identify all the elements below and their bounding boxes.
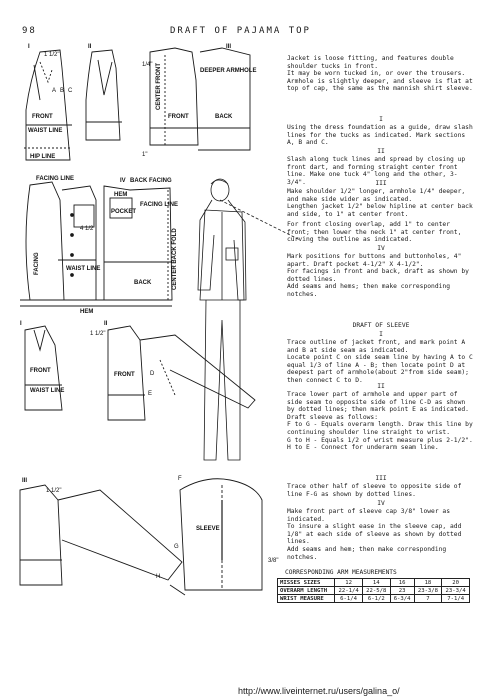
sleeve-step-3-text: Trace other half of sleeve to opposite side of line F-G as shown by dotted lines. (287, 483, 466, 498)
table-cell: OVERARM LENGTH (278, 587, 335, 595)
table-header-cell: 14 (362, 579, 390, 587)
front-label-3: FRONT (168, 114, 189, 120)
facing-line-label-2: FACING LINE (140, 202, 179, 208)
arm-table-title: CORRESPONDING ARM MEASUREMENTS (285, 569, 397, 576)
point-E: E (148, 391, 153, 397)
fig-bII-label: II (104, 321, 108, 327)
hem-label-top: HEM (114, 192, 128, 198)
table-cell: 22-5/8 (362, 587, 390, 595)
arm-measurements-table (277, 578, 470, 603)
hip-line-label: HIP LINE (30, 154, 56, 160)
table-cell: 6-1/4 (335, 595, 363, 603)
table-header-cell: MISSES SIZES (278, 579, 335, 587)
center-back-fold-label: CENTER BACK FOLD (172, 228, 178, 290)
table-cell: 23 (390, 587, 414, 595)
point-D: D (150, 371, 155, 377)
table-header-cell: 20 (442, 579, 470, 587)
step-3b-text: For front closing overlap, add 1" to center front; then lower the neck 1" at center front, curving the outline as indicated. (287, 221, 466, 244)
table-cell: 6-1/2 (362, 595, 390, 603)
back-label-3: BACK (215, 114, 233, 120)
point-A: A (52, 88, 57, 94)
facing-label: FACING (34, 252, 40, 275)
fig-III-label: III (226, 44, 232, 50)
table-cell: WRIST MEASURE (278, 595, 335, 603)
fig-bIII-label: III (22, 478, 28, 484)
front-label: FRONT (32, 114, 53, 120)
point-B: B (60, 88, 65, 94)
step-1-heading: I (379, 116, 383, 123)
table-header-cell: 16 (390, 579, 414, 587)
table-header-cell: 12 (335, 579, 363, 587)
waist-line-label: WAIST LINE (28, 128, 63, 134)
sleeve-label: SLEEVE (196, 526, 220, 532)
table-cell: 23-3/8 (414, 587, 442, 595)
waist-line-label-2: WAIST LINE (66, 266, 101, 272)
sleeve-step-1-text: Trace outline of jacket front, and mark point A and B at side seam as indicated. Locate point C on side seam line by having A to C equal 1/3 of line A - B; then locate point D at deepest part of armhole(about 2"from side seam); then connect C to D. (287, 339, 473, 384)
pocket-label: POCKET (111, 209, 137, 215)
measure-4: 1" (142, 152, 148, 158)
point-H: H (156, 574, 161, 580)
sleeve-step-2-heading: II (377, 383, 385, 390)
table-cell: 23-3/4 (442, 587, 470, 595)
sleeve-step-3-heading: III (375, 475, 387, 482)
facing-line-label: FACING LINE (36, 176, 75, 182)
sleeve-step-4-text: Make front part of sleeve cap 3/8" lower as indicated. To insure a slight ease in the sleeve cap, add 1/8" at each side of sleeve as shown by dotted lines. Add seams and hem; then make corresponding notches. (287, 508, 462, 561)
measure-5: 3/8" (268, 558, 279, 564)
waist-line-label-b1: WAIST LINE (30, 388, 65, 394)
fig-II-label: II (88, 44, 92, 50)
table-header-cell: 18 (414, 579, 442, 587)
front-label-b2: FRONT (114, 372, 135, 378)
intro-text: Jacket is loose fitting, and features double shoulder tucks in front. It may be worn tucked in, or over the trousers. Armhole is slightly deeper, and sleeve is flat at top of cap, the same as the mannish shirt sleeve. (287, 55, 473, 93)
measure-2: 1/4" (142, 62, 153, 68)
table-row (278, 595, 470, 603)
step-2-heading: II (377, 148, 385, 155)
back-facing-label: BACK FACING (130, 178, 172, 184)
hem-label: HEM (80, 309, 94, 315)
sleeve-step-1-heading: I (379, 331, 383, 338)
point-G: G (174, 544, 179, 550)
measure-1: 1 1/2" (44, 52, 60, 58)
sleeve-step-2-text: Trace lower part of armhole and upper part of side seam to opposite side of line C-D as shown by dotted lines; then mark point E as indicated. Draft sleeve as follows: F to G - Equals overarm length. Draw this line by continuing shoulder line straight to wrist. G to H - Equals 1/2 of wrist measure plus 2-1/2". H to E - Connect for underarm seam line. (287, 391, 473, 452)
step-3-heading: III (375, 180, 387, 187)
sleeve-title: DRAFT OF SLEEVE (352, 322, 410, 329)
measure-3: 4 1/2 (80, 226, 94, 232)
step-3-text: Make shoulder 1/2" longer, armhole 1/4" deeper, and make side wider as indicated. Lengthen jacket 1/2" below hipline at center back and side, to 1" at center front. (287, 188, 473, 218)
sleeve-step-4-heading: IV (377, 500, 385, 507)
watermark-url[interactable]: http://www.liveinternet.ru/users/galina_o/ (238, 686, 400, 696)
fig-bI-label: I (20, 321, 22, 327)
step-2-text: Slash along tuck lines and spread by closing up front dart, and forming straight center front line. Make one tuck 4" long and the other, 3-3/4". (287, 156, 469, 186)
center-front-label: CENTER FRONT (156, 63, 162, 110)
step-4-heading: IV (377, 245, 385, 252)
point-F: F (178, 476, 182, 482)
page-title: DRAFT OF PAJAMA TOP (170, 26, 311, 36)
point-C: C (68, 88, 73, 94)
measure-7: 1 1/2" (46, 488, 62, 494)
table-header-row (278, 579, 470, 587)
table-cell: 22-1/4 (335, 587, 363, 595)
front-label-b1: FRONT (30, 368, 51, 374)
table-cell: 7 (414, 595, 442, 603)
fig-IV-label: IV (120, 178, 126, 184)
step-4-text: Mark positions for buttons and buttonholes, 4" apart. Draft pocket 4-1/2" X 4-1/2". For facings in front and back, draft as shown by dotted lines. Add seams and hems; then make corresponding notches. (287, 253, 469, 298)
measure-6: 1 1/2" (90, 331, 106, 337)
page-number: 98 (22, 26, 37, 36)
back-label-4: BACK (134, 280, 152, 286)
fig-I-label: I (28, 44, 30, 50)
table-cell: 7-1/4 (442, 595, 470, 603)
deeper-armhole-label: DEEPER ARMHOLE (200, 68, 257, 74)
table-row (278, 587, 470, 595)
table-cell: 6-3/4 (390, 595, 414, 603)
step-1-text: Using the dress foundation as a guide, draw slash lines for the tucks as indicated. Mark sections A, B and C. (287, 124, 477, 147)
